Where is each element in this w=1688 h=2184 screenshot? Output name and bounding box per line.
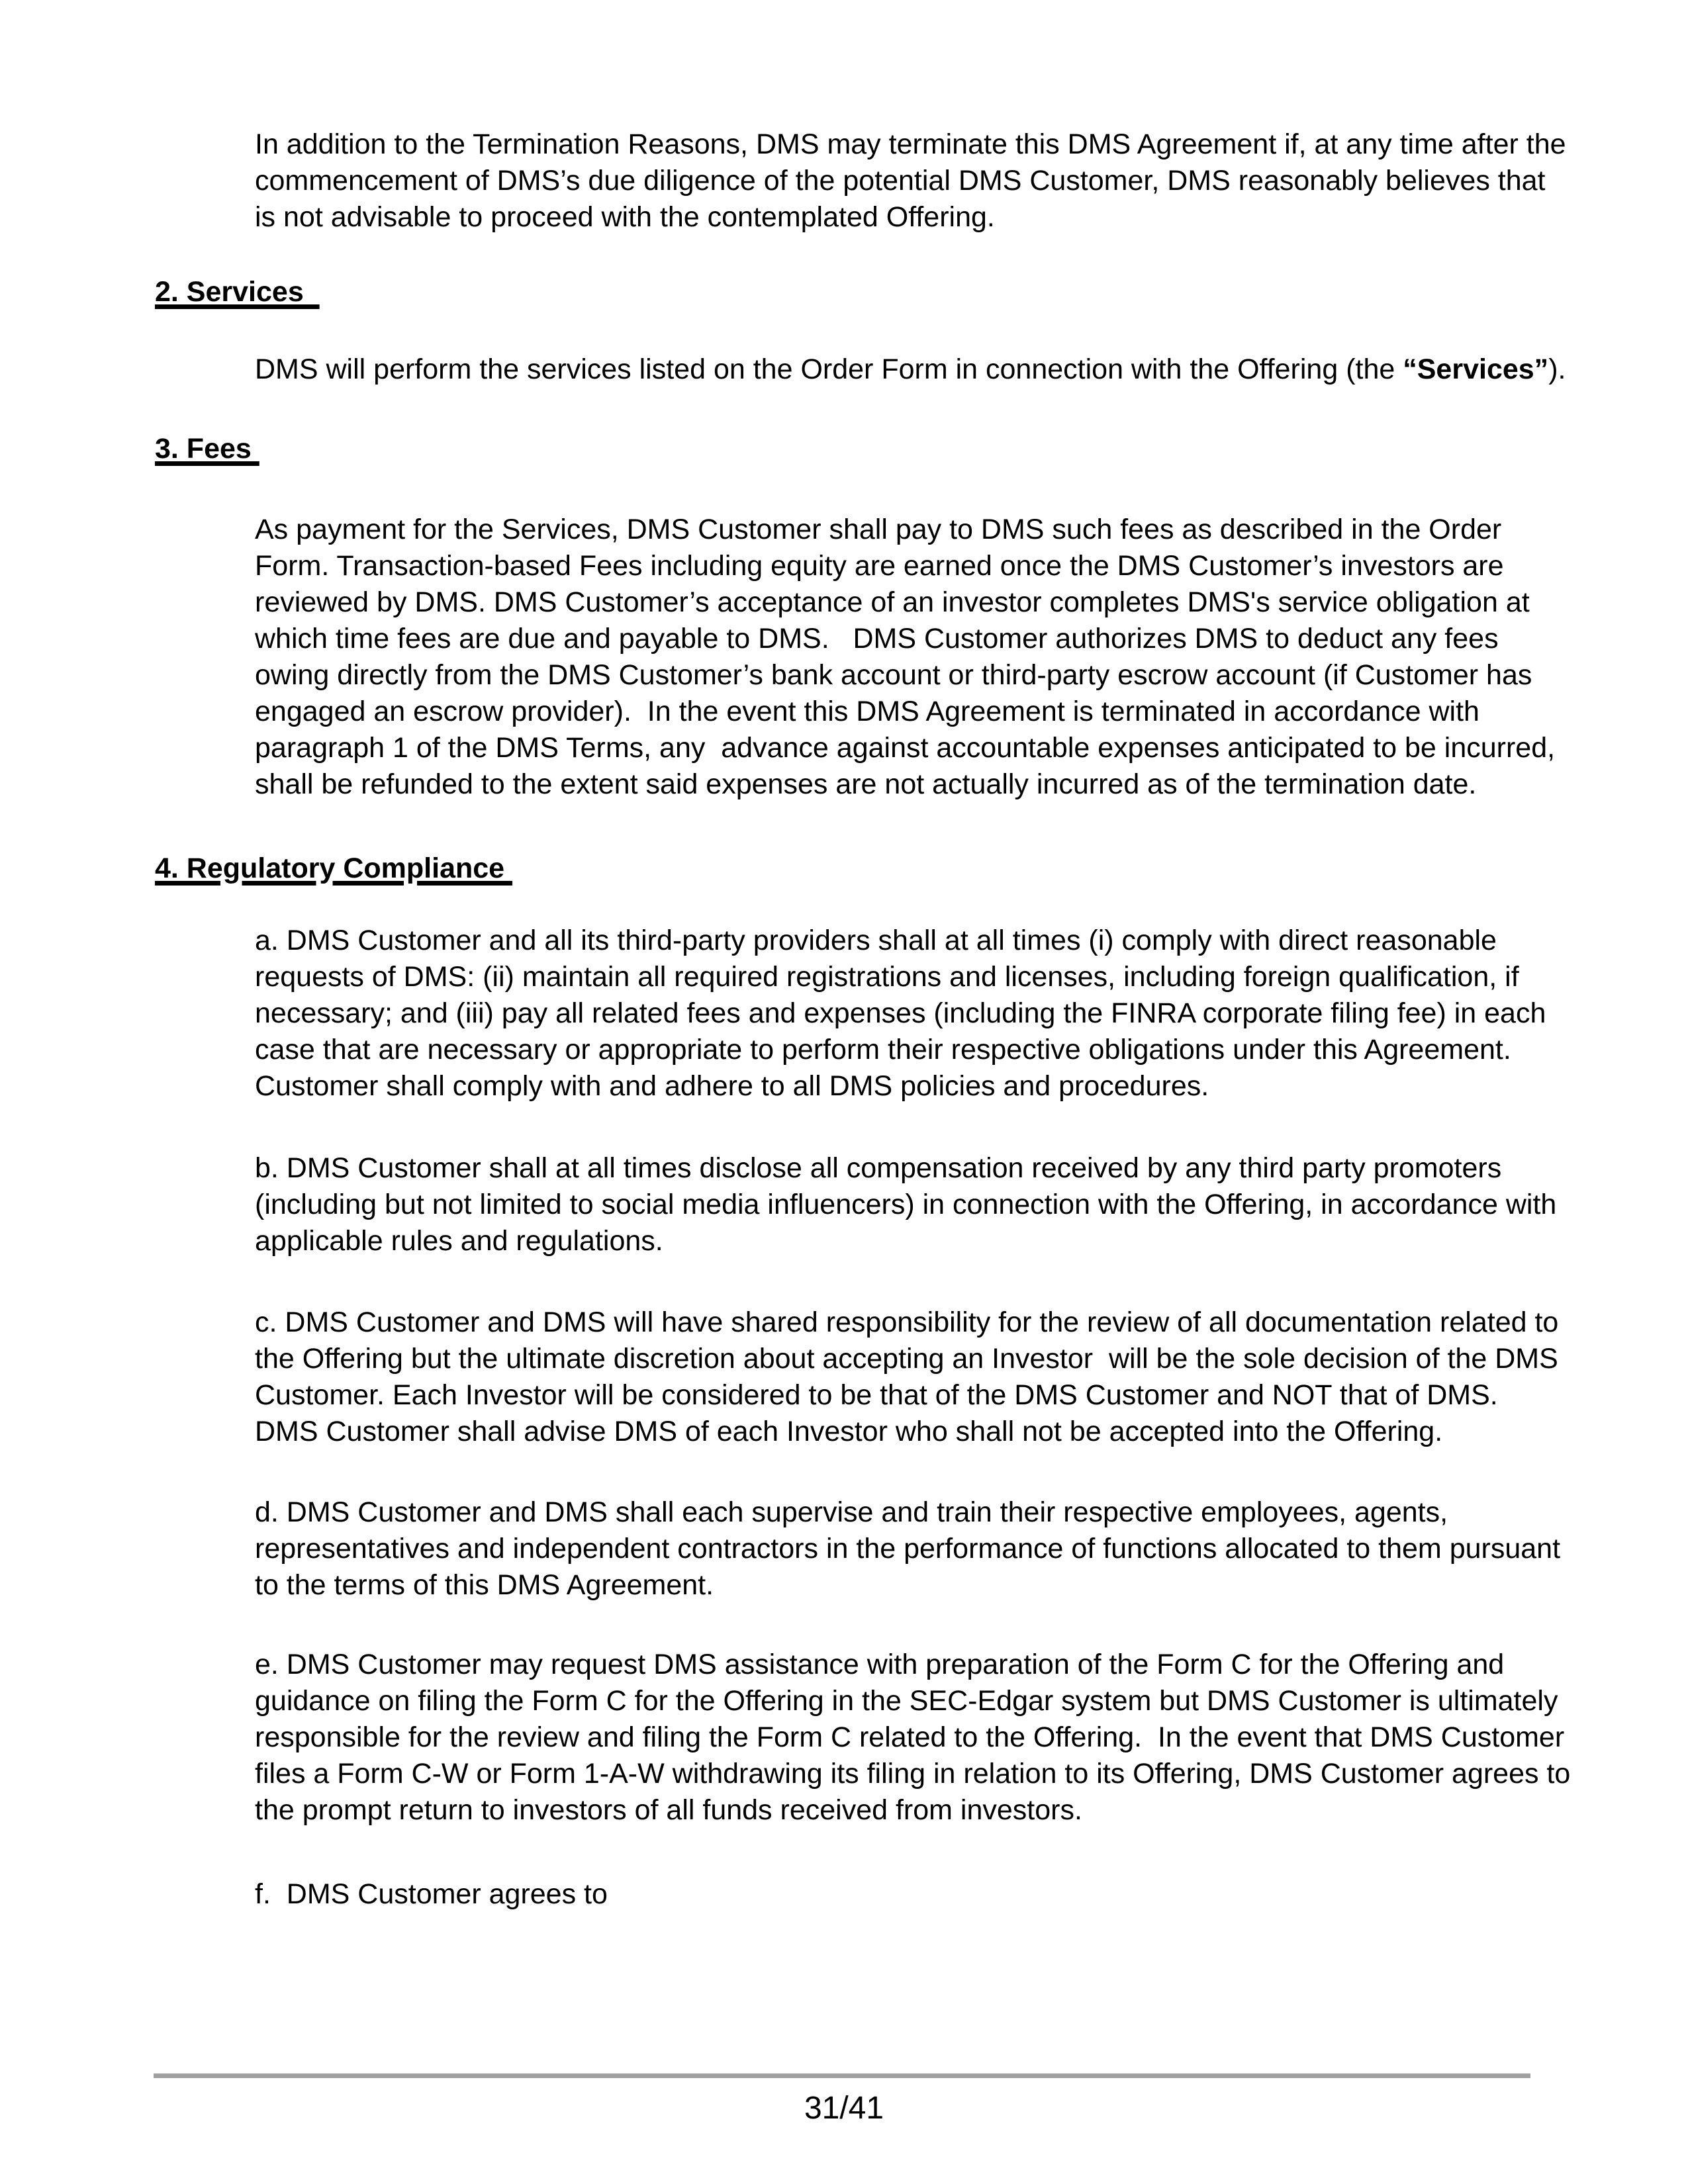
- text-line: paragraph 1 of the DMS Terms, any advance against accountable expenses anticipated to be incurred,: [255, 732, 1556, 764]
- text-line: the Offering but the ultimate discretion about accepting an Investor will be the sole decision of the DMS: [255, 1343, 1558, 1375]
- text-line: commencement of DMS’s due diligence of the potential DMS Customer, DMS reasonably believes that: [255, 165, 1546, 197]
- text-line: which time fees are due and payable to DMS. DMS Customer authorizes DMS to deduct any fees: [255, 623, 1499, 655]
- intro-paragraph: [255, 126, 1566, 236]
- text-line: files a Form C-W or Form 1-A-W withdrawing its filing in relation to its Offering, DMS Customer agrees to: [255, 1758, 1571, 1790]
- page-number: 31/41: [804, 2091, 884, 2126]
- clause-f-paragraph: [255, 1876, 608, 1913]
- text-line: (including but not limited to social media influencers) in connection with the Offering, in accordance with: [255, 1189, 1557, 1220]
- text-line: In addition to the Termination Reasons, DMS may terminate this DMS Agreement if, at any time after the: [255, 128, 1566, 160]
- text-line: DMS Customer shall advise DMS of each Investor who shall not be accepted into the Offering.: [255, 1416, 1443, 1447]
- text-line: requests of DMS: (ii) maintain all required registrations and licenses, including foreign qualification, if: [255, 961, 1519, 993]
- text-line: responsible for the review and filing the Form C related to the Offering. In the event that DMS Customer: [255, 1721, 1565, 1753]
- section-heading-fees: 3. Fees: [155, 433, 259, 465]
- clause-e-paragraph: [255, 1647, 1570, 1829]
- section-heading-services: 2. Services: [155, 276, 320, 308]
- services-paragraph: [255, 351, 1566, 388]
- text-line: to the terms of this DMS Agreement.: [255, 1569, 714, 1601]
- text-line: reviewed by DMS. DMS Customer’s acceptance of an investor completes DMS's service obligation at: [255, 586, 1530, 618]
- text-line: shall be refunded to the extent said expenses are not actually incurred as of the termination date.: [255, 768, 1477, 800]
- text-line: case that are necessary or appropriate to perform their respective obligations under this Agreement.: [255, 1034, 1511, 1066]
- footer-divider: [154, 2073, 1530, 2078]
- text-line: owing directly from the DMS Customer’s bank account or third-party escrow account (if Customer has: [255, 659, 1532, 691]
- clause-b-paragraph: [255, 1150, 1556, 1259]
- text-line: DMS will perform the services listed on the Order Form in connection with the Offering (the “Services”).: [255, 353, 1566, 385]
- text-line: engaged an escrow provider). In the event this DMS Agreement is terminated in accordance with: [255, 696, 1479, 727]
- text-line: is not advisable to proceed with the contemplated Offering.: [255, 201, 995, 233]
- clause-d-paragraph: [255, 1494, 1560, 1604]
- text-line: Customer shall comply with and adhere to all DMS policies and procedures.: [255, 1070, 1209, 1102]
- text-line: c. DMS Customer and DMS will have shared responsibility for the review of all documentation related to: [255, 1306, 1559, 1338]
- text-line: e. DMS Customer may request DMS assistance with preparation of the Form C for the Offering and: [255, 1649, 1505, 1680]
- text-line: necessary; and (iii) pay all related fees and expenses (including the FINRA corporate filing fee) in each: [255, 997, 1546, 1029]
- section-heading-regulatory-compliance: 4. Regulatory Compliance: [155, 852, 513, 884]
- text-line: guidance on filing the Form C for the Offering in the SEC-Edgar system but DMS Customer is ultimately: [255, 1685, 1558, 1717]
- fees-paragraph: [255, 512, 1555, 803]
- text-line: the prompt return to investors of all funds received from investors.: [255, 1794, 1082, 1826]
- text-line: d. DMS Customer and DMS shall each supervise and train their respective employees, agents,: [255, 1496, 1448, 1528]
- clause-c-paragraph: [255, 1304, 1558, 1450]
- text-line: b. DMS Customer shall at all times disclose all compensation received by any third party promoters: [255, 1152, 1502, 1184]
- text-line: applicable rules and regulations.: [255, 1225, 663, 1257]
- text-line: representatives and independent contractors in the performance of functions allocated to them pursuant: [255, 1533, 1561, 1565]
- clause-a-paragraph: [255, 923, 1546, 1105]
- text-line: As payment for the Services, DMS Customer shall pay to DMS such fees as described in the Order: [255, 514, 1502, 545]
- text-line: Form. Transaction-based Fees including equity are earned once the DMS Customer’s investors are: [255, 550, 1504, 582]
- text-line: Customer. Each Investor will be considered to be that of the DMS Customer and NOT that of DMS.: [255, 1379, 1498, 1411]
- text-line: a. DMS Customer and all its third-party providers shall at all times (i) comply with direct reasonable: [255, 925, 1497, 956]
- text-line: f. DMS Customer agrees to: [255, 1878, 608, 1910]
